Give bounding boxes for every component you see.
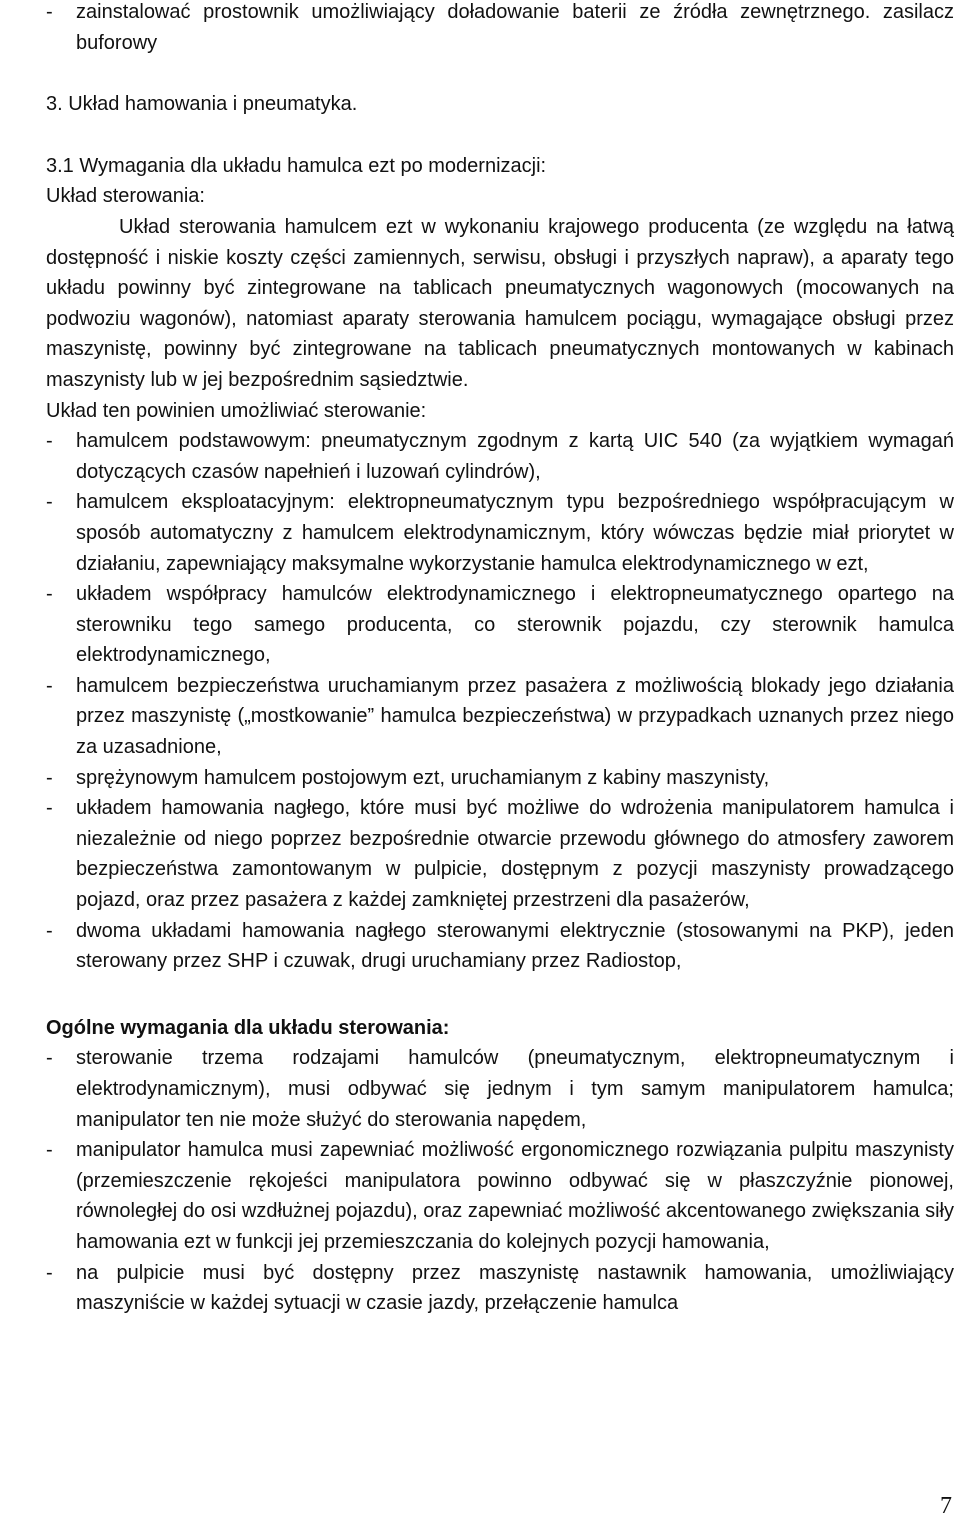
list-item-text: układem hamowania nagłego, które musi być możliwe do wdrożenia manipulatorem hamulca i niezależnie od niego poprzez bezpośrednie otwarcie przewodu głównego do atmosfery zaworem bezpieczeństwa zamontowanym w pulpicie, dostępnym z pozycji maszynisty prowadzącego pojazd, oraz przez pasażera z każdej zamkniętej przestrzeni dla pasażerów, <box>76 797 954 912</box>
list-bullet: - <box>46 1047 53 1070</box>
list-bullet: - <box>46 766 53 789</box>
spacer <box>0 58 960 89</box>
list-item-text: sprężynowym hamulcem postojowym ezt, uruchamianym z kabiny maszynisty, <box>76 766 770 789</box>
list-bullet: - <box>46 430 53 453</box>
general-requirements-list <box>0 1043 960 1318</box>
list-item <box>0 1043 960 1135</box>
list-bullet: - <box>46 491 53 514</box>
spacer <box>0 120 960 151</box>
list-bullet: - <box>46 1 53 23</box>
control-lead-text: Układ ten powinien umożliwiać sterowanie: <box>46 399 427 422</box>
intro-list-item <box>0 0 960 58</box>
list-item-text: dwoma układami hamowania nagłego sterowanymi elektrycznie (stosowanymi na PKP), jeden sterowany przez SHP i czuwak, drugi uruchamiany przez Radiostop, <box>76 919 954 973</box>
section-3-heading: 3. Układ hamowania i pneumatyka. <box>46 93 358 116</box>
list-bullet: - <box>46 797 53 820</box>
general-requirements-heading: Ogólne wymagania dla układu sterowania: <box>46 1016 450 1039</box>
list-item-text: hamulcem podstawowym: pneumatycznym zgodnym z kartą UIC 540 (za wyjątkiem wymagań dotyczących czasów napełnień i luzowań cylindrów), <box>76 430 954 483</box>
list-item <box>0 426 960 487</box>
control-paragraph: Układ sterowania hamulcem ezt w wykonaniu krajowego producenta (ze względu na łatwą dostępność i niskie koszty części zamiennych, serwisu, obsługi i przyszłych napraw), a aparaty tego układu powinny być zintegrowane na tablicach pneumatycznych wagonowych (mocowanych na podwoziu wagonów), natomiast aparaty sterowania hamulcem pociągu, wymagające obsługi przez maszynistę, powinny być zintegrowane na tablicach pneumatycznych montowanych w kabinach maszynisty lub w jej bezpośrednim sąsiedztwie. <box>46 215 954 391</box>
list-bullet: - <box>46 919 53 942</box>
control-heading: Układ sterowania: <box>46 185 205 208</box>
list-item-text: hamulcem bezpieczeństwa uruchamianym przez pasażera z możliwością blokady jego działania przez maszynistę („mostkowanie” hamulca bezpieczeństwa) w przypadkach uznanych przez niego za uzasadnione, <box>76 674 954 759</box>
list-item-text: na pulpicie musi być dostępny przez maszynistę nastawnik hamowania, umożliwiający maszyniście w każdej sytuacji w czasie jazdy, przełączenie hamulca <box>76 1261 954 1315</box>
list-item <box>0 579 960 671</box>
list-bullet: - <box>46 1139 53 1162</box>
list-item <box>0 763 960 794</box>
intro-item-text: zainstalować prostownik umożliwiający doładowanie baterii ze źródła zewnętrznego. zasilacz buforowy <box>76 1 954 54</box>
list-bullet: - <box>46 583 53 606</box>
list-item-text: sterowanie trzema rodzajami hamulców (pneumatycznym, elektropneumatycznym i elektrodynamicznym), musi odbywać się jednym i tym samym manipulatorem hamulca; manipulator ten nie może służyć do sterowania napędem, <box>76 1047 954 1131</box>
list-item <box>0 1135 960 1257</box>
page-number: 7 <box>940 1493 952 1519</box>
list-item <box>0 916 960 977</box>
list-bullet: - <box>46 674 53 697</box>
list-item <box>0 793 960 915</box>
section-3-1-heading: 3.1 Wymagania dla układu hamulca ezt po modernizacji: <box>46 154 547 177</box>
list-item <box>0 671 960 763</box>
list-item-text: hamulcem eksploatacyjnym: elektropneumatycznym typu bezpośredniego współpracującym w sposób automatyczny z hamulcem elektrodynamicznym, który wówczas będzie miał priorytet w działaniu, zapewniający maksymalne wykorzystanie hamulca elektrodynamicznego w ezt, <box>76 491 954 575</box>
control-list <box>0 426 960 977</box>
list-item <box>0 1258 960 1319</box>
list-item <box>0 487 960 579</box>
list-bullet: - <box>46 1261 53 1284</box>
spacer <box>0 977 960 1013</box>
list-item-text: układem współpracy hamulców elektrodynamicznego i elektropneumatycznego opartego na sterowniku tego samego producenta, co sterownik pojazdu, czy sterownik hamulca elektrodynamicznego, <box>76 583 954 667</box>
list-item-text: manipulator hamulca musi zapewniać możliwość ergonomicznego rozwiązania pulpitu maszynisty (przemieszczenie rękojeści manipulatora powinno odbywać się w płaszczyźnie pionowej, równoległej do osi wzdłużnej pojazdu), oraz zapewniać możliwość akcentowanego zwiększania siły hamowania ezt w funkcji jej przemieszczania do kolejnych pozycji hamowania, <box>76 1139 954 1253</box>
